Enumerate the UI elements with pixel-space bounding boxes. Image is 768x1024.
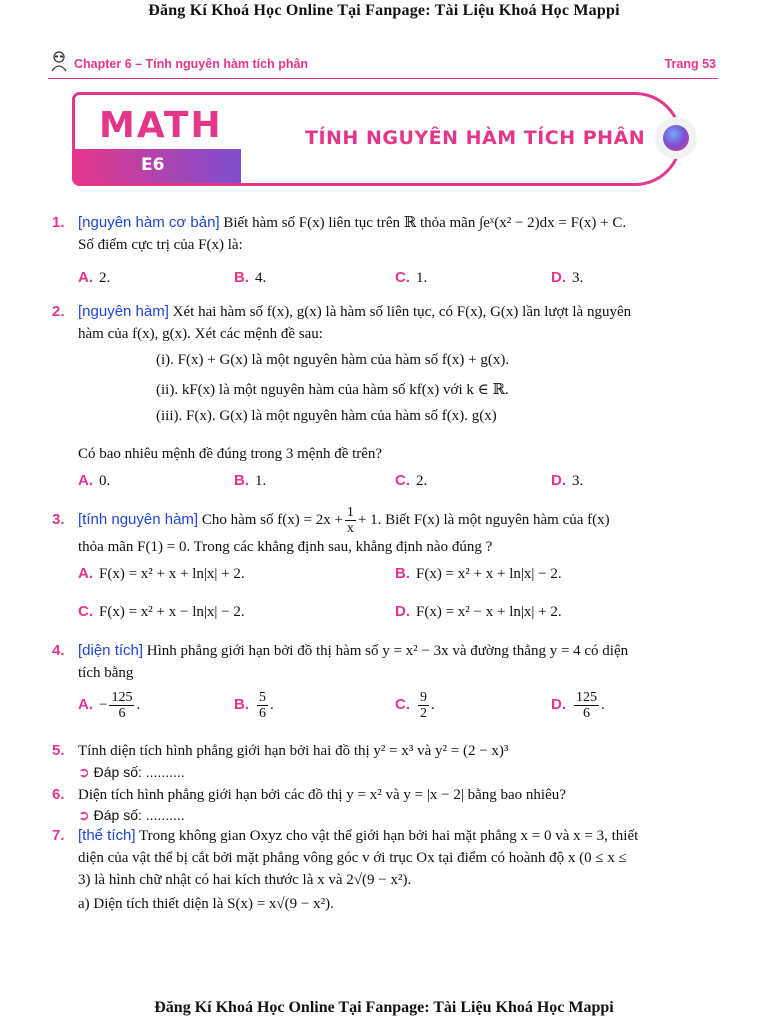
question-7: 7. [thể tích] Trong không gian Oxyz cho vật thể giới hạn bởi hai mặt phẳng x = 0 và x = 3, thiết diện của vật thể bị cắt bởi mặt phẳng vông góc v ới trục Ox tại điểm có hoành độ x (0 ≤ x ≤ 3) là hình chữ nhật có hai kích thước là x và 2√(9 − x²). a) Diện tích thiết diện là S(x) = x√(9 − x²). [52, 827, 639, 912]
arrow-icon: ➲ [78, 764, 90, 780]
page-number: Trang 53 [664, 57, 716, 71]
question-tag: [nguyên hàm] [78, 303, 169, 320]
logo-text: MATH [99, 105, 223, 146]
statement-i: (i). F(x) + G(x) là một nguyên hàm của hàm số f(x) + g(x). [156, 352, 510, 368]
chapter-header [48, 48, 718, 79]
fraction: $\frac{1}{x}$ [346, 505, 354, 536]
answer-6: ➲ Đáp số: .......... [78, 807, 185, 823]
page-title: TÍNH NGUYÊN HÀM TÍCH PHÂN [305, 127, 646, 149]
question-tag: [tính nguyên hàm] [78, 510, 199, 528]
title-box [72, 92, 682, 186]
answer-5: ➲ Đáp số: .......... [78, 764, 185, 780]
question-2: 2. [nguyên hàm] Xét hai hàm số f(x), g(x) là hàm số liên tục, có F(x), G(x) lần lượt là nguyên hàm của f(x), g(x). Xét các mệnh đề sau: [52, 303, 632, 342]
bottom-banner: Đăng Kí Khoá Học Online Tại Fanpage: Tài Liệu Khoá Học Mappi [154, 999, 614, 1016]
arrow-icon: ➲ [78, 807, 90, 823]
question-1: 1. [nguyên hàm cơ bản] Biết hàm số F(x) liên tục trên ℝ thỏa mãn ∫eˣ(x² − 2)dx = F(x) + C. Số điểm cực trị của F(x) là: [52, 214, 627, 253]
question-tag: [nguyên hàm cơ bản] [78, 214, 220, 231]
question-5: 5. Tính diện tích hình phẳng giới hạn bởi hai đồ thị y² = x³ và y² = (2 − x)³ [52, 742, 509, 759]
question-tag: [thể tích] [78, 827, 136, 844]
author-avatar-icon [50, 50, 68, 72]
logo-code: E6 [141, 155, 165, 175]
top-banner: Đăng Kí Khoá Học Online Tại Fanpage: Tài Liệu Khoá Học Mappi [148, 2, 620, 19]
question-3: 3. [tính nguyên hàm] Cho hàm số f(x) = 2x + $\frac{1}{x}$ + 1. Biết F(x) là một nguyên hàm của f(x) thỏa mãn F(1) = 0. Trong các khẳng định sau, khẳng định nào đúng ? [52, 505, 610, 555]
statement-iii: (iii). F(x). G(x) là một nguyên hàm của hàm số f(x). g(x) [156, 408, 497, 424]
question-6: 6. Diện tích hình phẳng giới hạn bởi các đồ thị y = x² và y = |x − 2| bằng bao nhiêu? [52, 786, 566, 803]
statement-ii: (ii). kF(x) là một nguyên hàm của hàm số kf(x) với k ∈ ℝ. [156, 382, 509, 398]
orb-icon [655, 117, 697, 159]
question-2-prompt: Có bao nhiêu mệnh đề đúng trong 3 mệnh đề trên? [78, 446, 383, 462]
chapter-title: Chapter 6 – Tính nguyên hàm tích phân [74, 57, 309, 71]
question-4: 4. [diện tích] Hình phẳng giới hạn bởi đồ thị hàm số y = x² − 3x và đường thẳng y = 4 có diện tích bằng [52, 642, 629, 681]
question-tag: [diện tích] [78, 642, 144, 659]
math-logo [75, 95, 241, 183]
